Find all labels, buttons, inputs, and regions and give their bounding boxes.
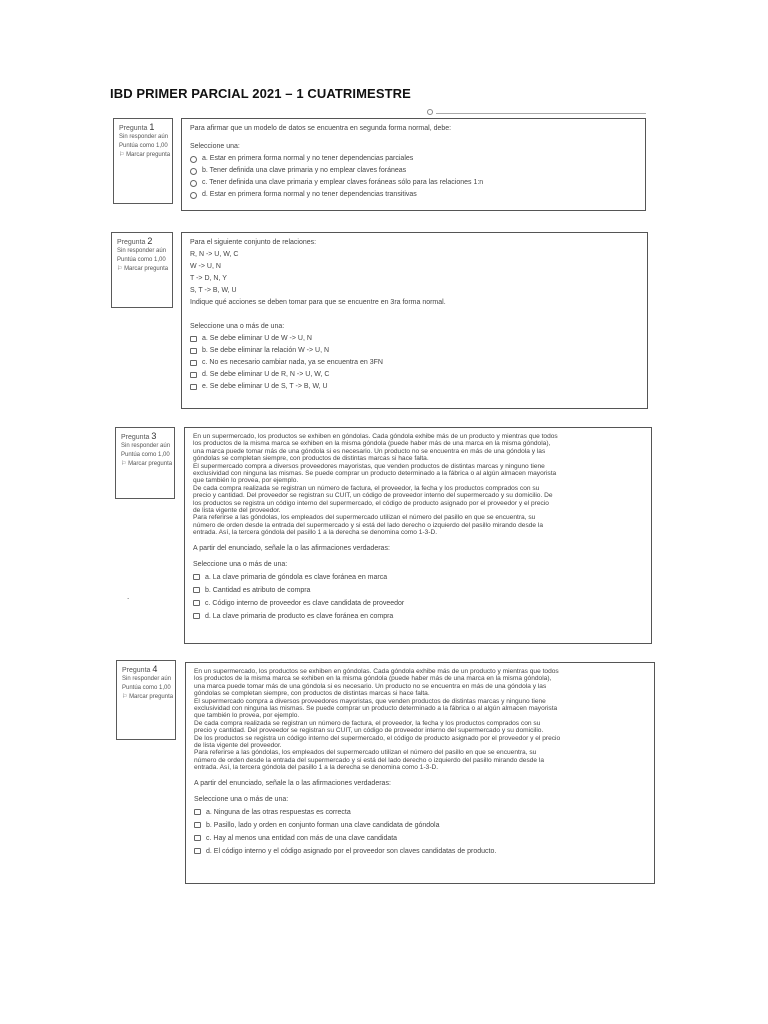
flag-icon: ⚐ [122,694,128,700]
checkbox[interactable] [193,574,200,580]
question-number: Pregunta 1 [119,122,155,132]
flag-icon: ⚐ [117,266,123,272]
question-paragraph: En un supermercado, los productos se exhiben en góndolas. Cada góndola exhibe más de un producto y mientras que todos los productos de la misma marca se exhiben en la misma góndola (puede haber más de una marca en la misma góndola), una marca puede tomar más de una góndola si es necesario. Un producto no se encuentra en más de una góndola y las góndolas se completan siempre, con productos de distintas marcas si hace falta. El supermercado compra a diversos proveedores mayoristas, que venden productos de distintas marcas y ninguno tiene exclusividad con ninguna las mismas. Se puede comprar un producto determinado a la fábrica o al algún almacen mayorista que también lo provea, por ejemplo. De cada compra realizada se registran un número de factura, el proveedor, la fecha y los productos comprados con su precio y cantidad. Del proveedor se registran su CUIT, un código de proveedor interno del supermercado y su domicilio. De los productos se registra un código interno del supermercado, el código de producto asignado por el proveedor y el precio de lista vigente del proveedor. Para referirse a las góndolas, los empleados del supermercado utilizan el número del pasillo en que se encuentra, su número de orden desde la entrada del supermercado y si está del lado derecho o izquierdo del pasillo mirando desde la entrada. Así, la tercera góndola del pasillo 1 a la derecha se denomina como 1-3-D. [193,433,558,537]
checkbox[interactable] [194,809,201,815]
option-c[interactable]: c. No es necesario cambiar nada, ya se encuentra en 3FN [190,357,639,369]
flag-icon: ⚐ [119,152,125,158]
question-3-content [184,427,652,644]
question-line: T -> D, N, Y [190,275,227,282]
option-d[interactable]: d. Se debe eliminar U de R, N -> U, W, C [190,369,639,381]
checkbox[interactable] [193,613,200,619]
flag-question-link[interactable]: ⚐ Marcar pregunta [121,461,173,467]
question-text: Para afirmar que un modelo de datos se encuentra en segunda forma normal, debe: [190,125,452,132]
divider [436,113,646,114]
stray-dot: . [127,592,130,601]
option-b[interactable]: b. Tener definida una clave primaria y no emplear claves foráneas [190,165,637,177]
flag-icon: ⚐ [121,461,127,467]
checkbox[interactable] [193,587,200,593]
option-b[interactable]: b. Pasillo, lado y orden en conjunto forman una clave candidata de góndola [194,819,646,832]
question-4-info [116,660,176,740]
checkbox[interactable] [193,600,200,606]
question-3-info [115,427,175,499]
option-c[interactable]: c. Hay al menos una entidad con más de una clave candidata [194,832,646,845]
circle-icon [427,109,433,115]
radio-button[interactable] [190,168,197,175]
question-status: Sin responder aún [117,248,167,254]
select-prompt: Seleccione una o más de una: [194,795,289,803]
question-score: Puntúa como 1,00 [117,257,166,263]
option-a[interactable]: a. Ninguna de las otras respuestas es correcta [194,806,646,819]
question-instruction: A partir del enunciado, señale la o las afirmaciones verdaderas: [193,544,390,552]
option-d[interactable]: d. El código interno y el código asignado por el proveedor son claves candidatas de producto. [194,845,646,858]
option-e[interactable]: e. Se debe eliminar U de S, T -> B, W, U [190,381,639,393]
checkbox[interactable] [194,835,201,841]
radio-button[interactable] [190,156,197,163]
option-c[interactable]: c. Tener definida una clave primaria y emplear claves foráneas sólo para las relaciones 1:n [190,177,637,189]
option-b[interactable]: b. Cantidad es atributo de compra [193,584,643,597]
question-line: R, N -> U, W, C [190,251,239,258]
flag-question-link[interactable]: ⚐ Marcar pregunta [122,694,174,700]
question-1-content [181,118,646,211]
question-status: Sin responder aún [121,443,171,449]
checkbox[interactable] [194,848,201,854]
flag-question-link[interactable]: ⚐ Marcar pregunta [117,266,169,272]
question-number: Pregunta 2 [117,236,153,246]
question-status: Sin responder aún [122,676,172,682]
checkbox[interactable] [190,336,197,342]
question-line: Indique qué acciones se deben tomar para que se encuentre en 3ra forma normal. [190,299,446,306]
question-1-info [113,118,173,204]
document-title: IBD PRIMER PARCIAL 2021 – 1 CUATRIMESTRE [110,86,411,101]
question-line: Para el siguiente conjunto de relaciones: [190,239,317,246]
question-score: Puntúa como 1,00 [121,452,170,458]
question-paragraph: En un supermercado, los productos se exhiben en góndolas. Cada góndola exhibe más de un producto y mientras que todos los productos de la misma marca se exhiben en la misma góndola (puede haber más de una marca en la misma góndola), una marca puede tomar más de una góndola si es necesario. Un producto no se encuentra en más de una góndola y las góndolas se completan siempre, con productos de distintas marcas si hace falta. El supermercado compra a diversos proveedores mayoristas, que venden productos de distintas marcas y ninguno tiene exclusividad con ninguna las mismas. Se puede comprar un producto determinado a la fábrica o al algún almacen mayorista que también lo provea, por ejemplo. De cada compra realizada se registran un número de factura, el proveedor, la fecha y los productos comprados con su precio y cantidad. Del proveedor se registran su CUIT, un código de proveedor interno del supermercado y su domicilio. De los productos se registra un código interno del supermercado, el código de producto asignado por el proveedor y el precio de lista vigente del proveedor. Para referirse a las góndolas, los empleados del supermercado utilizan el número del pasillo en que se encuentra, su número de orden desde la entrada del supermercado y si está del lado derecho o izquierdo del pasillo mirando desde la entrada. Así, la tercera góndola del pasillo 1 a la derecha se denomina como 1-3-D. [194,668,561,772]
checkbox[interactable] [190,384,197,390]
question-number: Pregunta 3 [121,431,157,441]
question-2-content [181,232,648,409]
option-a[interactable]: a. La clave primaria de góndola es clave foránea en marca [193,571,643,584]
question-score: Puntúa como 1,00 [122,685,171,691]
option-b[interactable]: b. Se debe eliminar la relación W -> U, N [190,345,639,357]
radio-button[interactable] [190,192,197,199]
checkbox[interactable] [190,360,197,366]
flag-question-link[interactable]: ⚐ Marcar pregunta [119,152,171,158]
select-prompt: Seleccione una: [190,143,240,150]
select-prompt: Seleccione una o más de una: [193,560,288,568]
question-line: S, T -> B, W, U [190,287,237,294]
checkbox[interactable] [190,372,197,378]
option-a[interactable]: a. Estar en primera forma normal y no tener dependencias parciales [190,153,637,165]
question-status: Sin responder aún [119,134,169,140]
question-score: Puntúa como 1,00 [119,143,168,149]
question-instruction: A partir del enunciado, señale la o las afirmaciones verdaderas: [194,779,391,787]
checkbox[interactable] [190,348,197,354]
question-line: W -> U, N [190,263,221,270]
select-prompt: Seleccione una o más de una: [190,323,285,330]
option-c[interactable]: c. Código interno de proveedor es clave candidata de proveedor [193,597,643,610]
radio-button[interactable] [190,180,197,187]
option-d[interactable]: d. Estar en primera forma normal y no tener dependencias transitivas [190,189,637,201]
option-d[interactable]: d. La clave primaria de producto es clave foránea en compra [193,610,643,623]
option-a[interactable]: a. Se debe eliminar U de W -> U, N [190,333,639,345]
checkbox[interactable] [194,822,201,828]
question-4-content [185,662,655,884]
question-number: Pregunta 4 [122,664,158,674]
question-2-info [111,232,173,308]
